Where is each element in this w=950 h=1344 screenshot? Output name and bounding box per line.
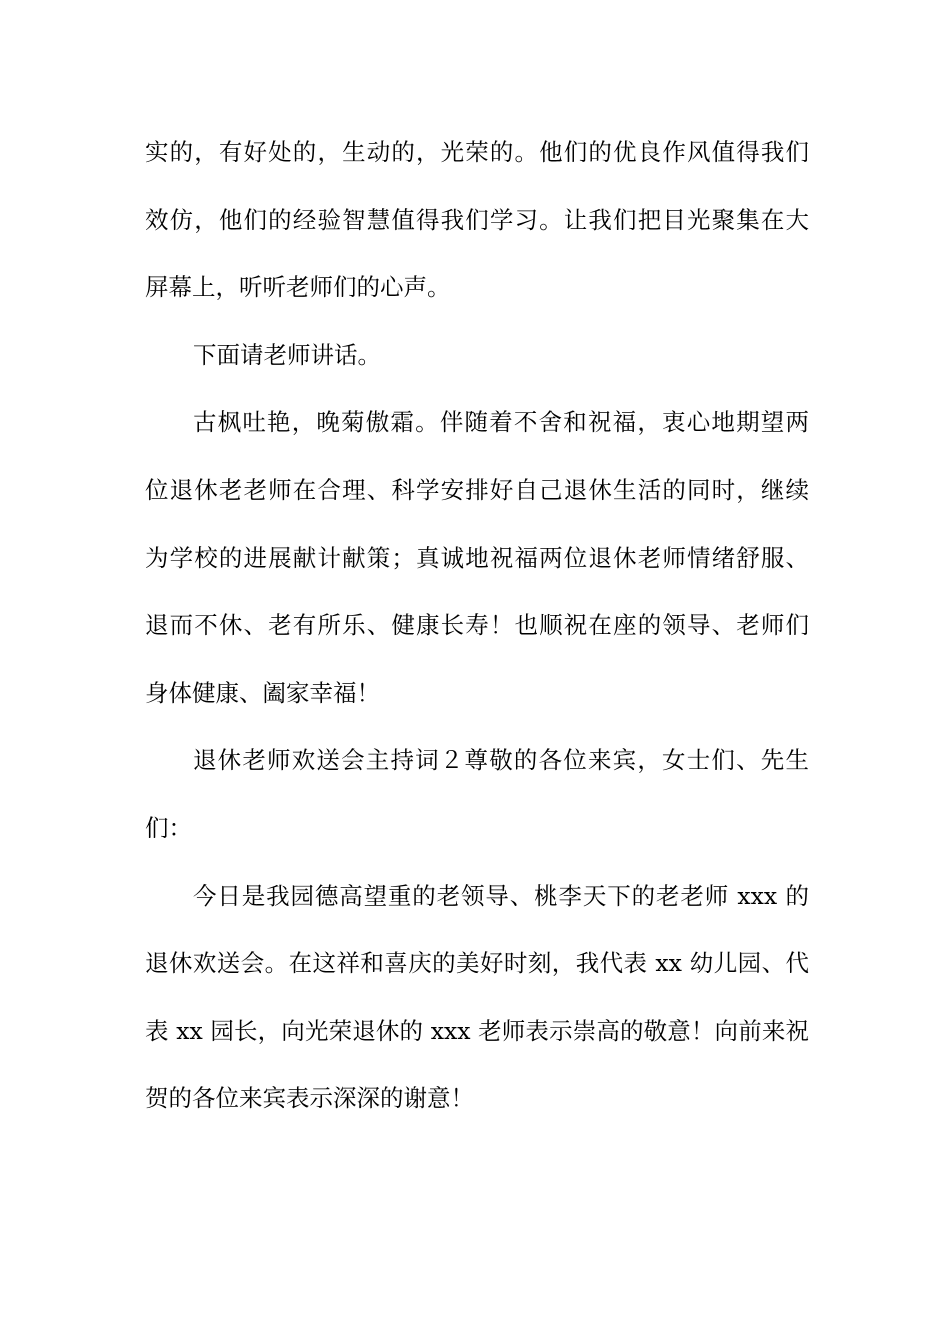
text-line: 贺的各位来宾表示深深的谢意！	[145, 1084, 474, 1113]
text-line: 表 xx 园长，向光荣退休的 xxx 老师表示崇高的敬意！向前来祝	[145, 1016, 809, 1045]
text-line: 们：	[145, 813, 192, 842]
text-line: 退休欢送会。在这祥和喜庆的美好时刻，我代表 xx 幼儿园、代	[145, 949, 809, 978]
text-line: 效仿，他们的经验智慧值得我们学习。让我们把目光聚集在大	[145, 205, 809, 234]
text-line: 身体健康、阖家幸福！	[145, 678, 380, 707]
text-line: 退而不休、老有所乐、健康长寿！也顺祝在座的领导、老师们	[145, 611, 809, 640]
text-line: 为学校的进展献计献策；真诚地祝福两位退休老师情绪舒服、	[145, 543, 809, 572]
paragraph-start-line: 退休老师欢送会主持词２尊敬的各位来宾，女士们、先生	[193, 746, 809, 775]
paragraph-start-line: 古枫吐艳，晚菊傲霜。伴随着不舍和祝福，衷心地期望两	[193, 408, 809, 437]
document-body	[145, 124, 809, 1138]
paragraph-start-line: 今日是我园德高望重的老领导、桃李天下的老老师 xxx 的	[193, 881, 809, 910]
text-line: 屏幕上，听听老师们的心声。	[145, 273, 451, 302]
text-line: 位退休老老师在合理、科学安排好自己退休生活的同时，继续	[145, 475, 809, 504]
text-line: 实的，有好处的，生动的，光荣的。他们的优良作风值得我们	[145, 138, 809, 166]
paragraph-start-line: 下面请老师讲话。	[193, 340, 381, 369]
